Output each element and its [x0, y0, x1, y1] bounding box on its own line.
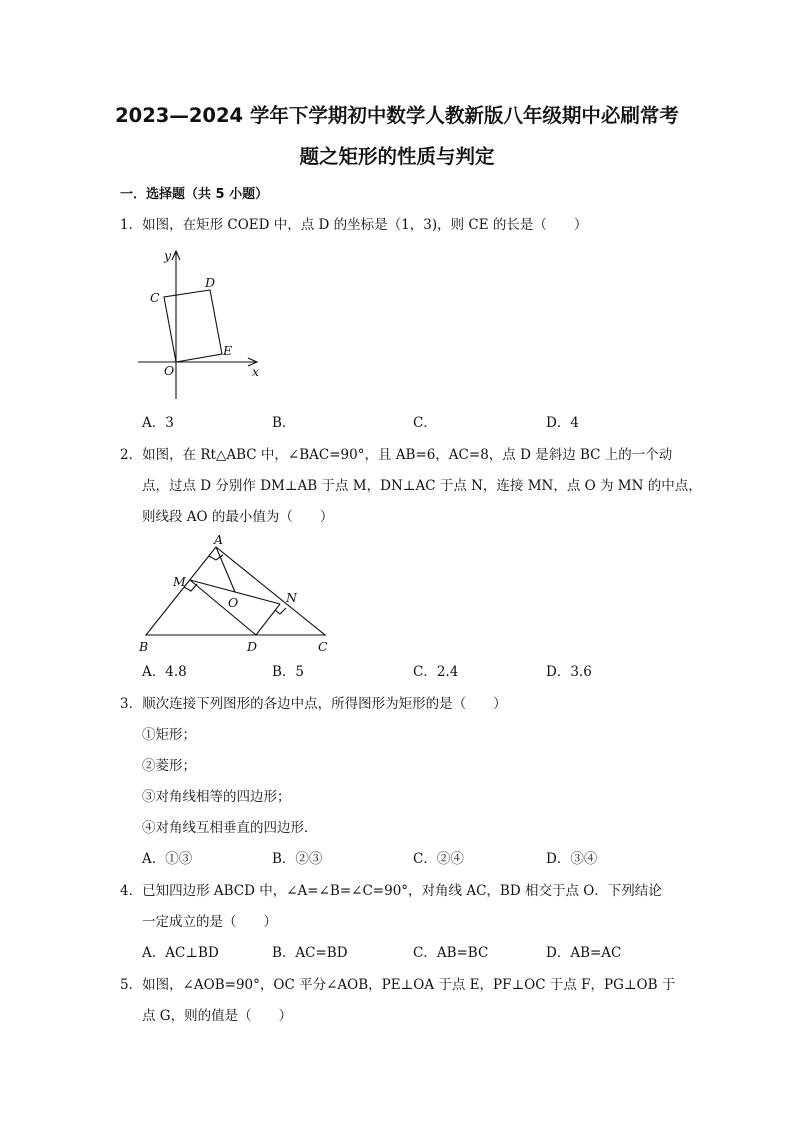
label-o: O — [164, 363, 175, 378]
label-e: E — [223, 343, 233, 358]
question-1-stem: 1．如图，在矩形 COED 中，点 D 的坐标是（1，3)，则 CE 的长是（ ） — [120, 217, 588, 233]
label-y: y — [164, 248, 172, 263]
q4-option-d: D．AB=AC — [546, 945, 622, 961]
q2-option-c: C．2.4 — [413, 664, 459, 680]
q3-option-b: B．②③ — [272, 851, 323, 867]
label-b: B — [139, 639, 149, 654]
question-4-stem-line-2: 一定成立的是（ ） — [142, 914, 277, 930]
question-1-figure — [130, 240, 270, 405]
label-x: x — [252, 364, 260, 379]
label-m: M — [173, 574, 186, 589]
triangle-abc — [146, 547, 325, 635]
question-2-stem-line-1: 2．如图，在 Rt△ABC 中，∠BAC=90°，且 AB=6，AC=8，点 D 是斜边 BC 上的一个动 — [120, 447, 673, 463]
label-a: A — [214, 532, 224, 547]
q2-option-d: D．3.6 — [546, 664, 592, 680]
question-2-stem-line-3: 则线段 AO 的最小值为（ ） — [142, 509, 334, 525]
q1-option-c: C． — [413, 415, 437, 431]
question-3-stem: 3．顺次连接下列图形的各边中点，所得图形为矩形的是（ ） — [120, 696, 507, 712]
question-5-stem-line-2: 点 G，则的值是（ ） — [142, 1008, 293, 1024]
q3-item-2: ②菱形； — [142, 758, 196, 774]
question-4-stem-line-1: 4．已知四边形 ABCD 中，∠A=∠B=∠C=90°，对角线 AC，BD 相交于点 O．下列结论 — [120, 883, 662, 899]
question-2-figure — [130, 530, 340, 660]
label-n: N — [286, 590, 297, 605]
q1-option-a: A．3 — [142, 415, 174, 431]
q3-option-c: C．②④ — [413, 851, 464, 867]
q3-option-a: A．①③ — [142, 851, 193, 867]
segment-ao — [216, 547, 235, 592]
label-o: O — [228, 595, 239, 610]
question-5-stem-line-1: 5．如图，∠AOB=90°，OC 平分∠AOB，PE⊥OA 于点 E，PF⊥OC 于点 F，PG⊥OB 于 — [120, 977, 676, 993]
label-c: C — [150, 290, 160, 305]
segment-dn — [256, 604, 280, 635]
section-heading: 一．选择题（共 5 小题） — [120, 187, 269, 202]
q4-option-a: A．AC⊥BD — [142, 945, 219, 961]
q2-option-a: A．4.8 — [142, 664, 187, 680]
q3-option-d: D．③④ — [546, 851, 598, 867]
q3-item-3: ③对角线相等的四边形； — [142, 789, 291, 805]
q4-option-c: C．AB=BC — [413, 945, 489, 961]
q1-option-b: B． — [272, 415, 296, 431]
label-d: D — [205, 275, 216, 290]
label-d: D — [247, 639, 258, 654]
question-2-stem-line-2: 点，过点 D 分别作 DM⊥AB 于点 M，DN⊥AC 于点 N，连接 MN，点 O 为 MN 的中点， — [142, 478, 702, 494]
q4-option-b: B．AC=BD — [272, 945, 348, 961]
q1-option-d: D．4 — [546, 415, 579, 431]
rectangle-coed — [164, 290, 222, 362]
label-c: C — [318, 639, 328, 654]
page-title-line-2: 题之矩形的性质与判定 — [299, 145, 495, 168]
q3-item-4: ④对角线互相垂直的四边形． — [142, 820, 318, 836]
page-title-line-1: 2023—2024 学年下学期初中数学人教新版八年级期中必刷常考 — [115, 104, 679, 127]
q3-item-1: ①矩形； — [142, 727, 196, 743]
q2-option-b: B．5 — [272, 664, 305, 680]
